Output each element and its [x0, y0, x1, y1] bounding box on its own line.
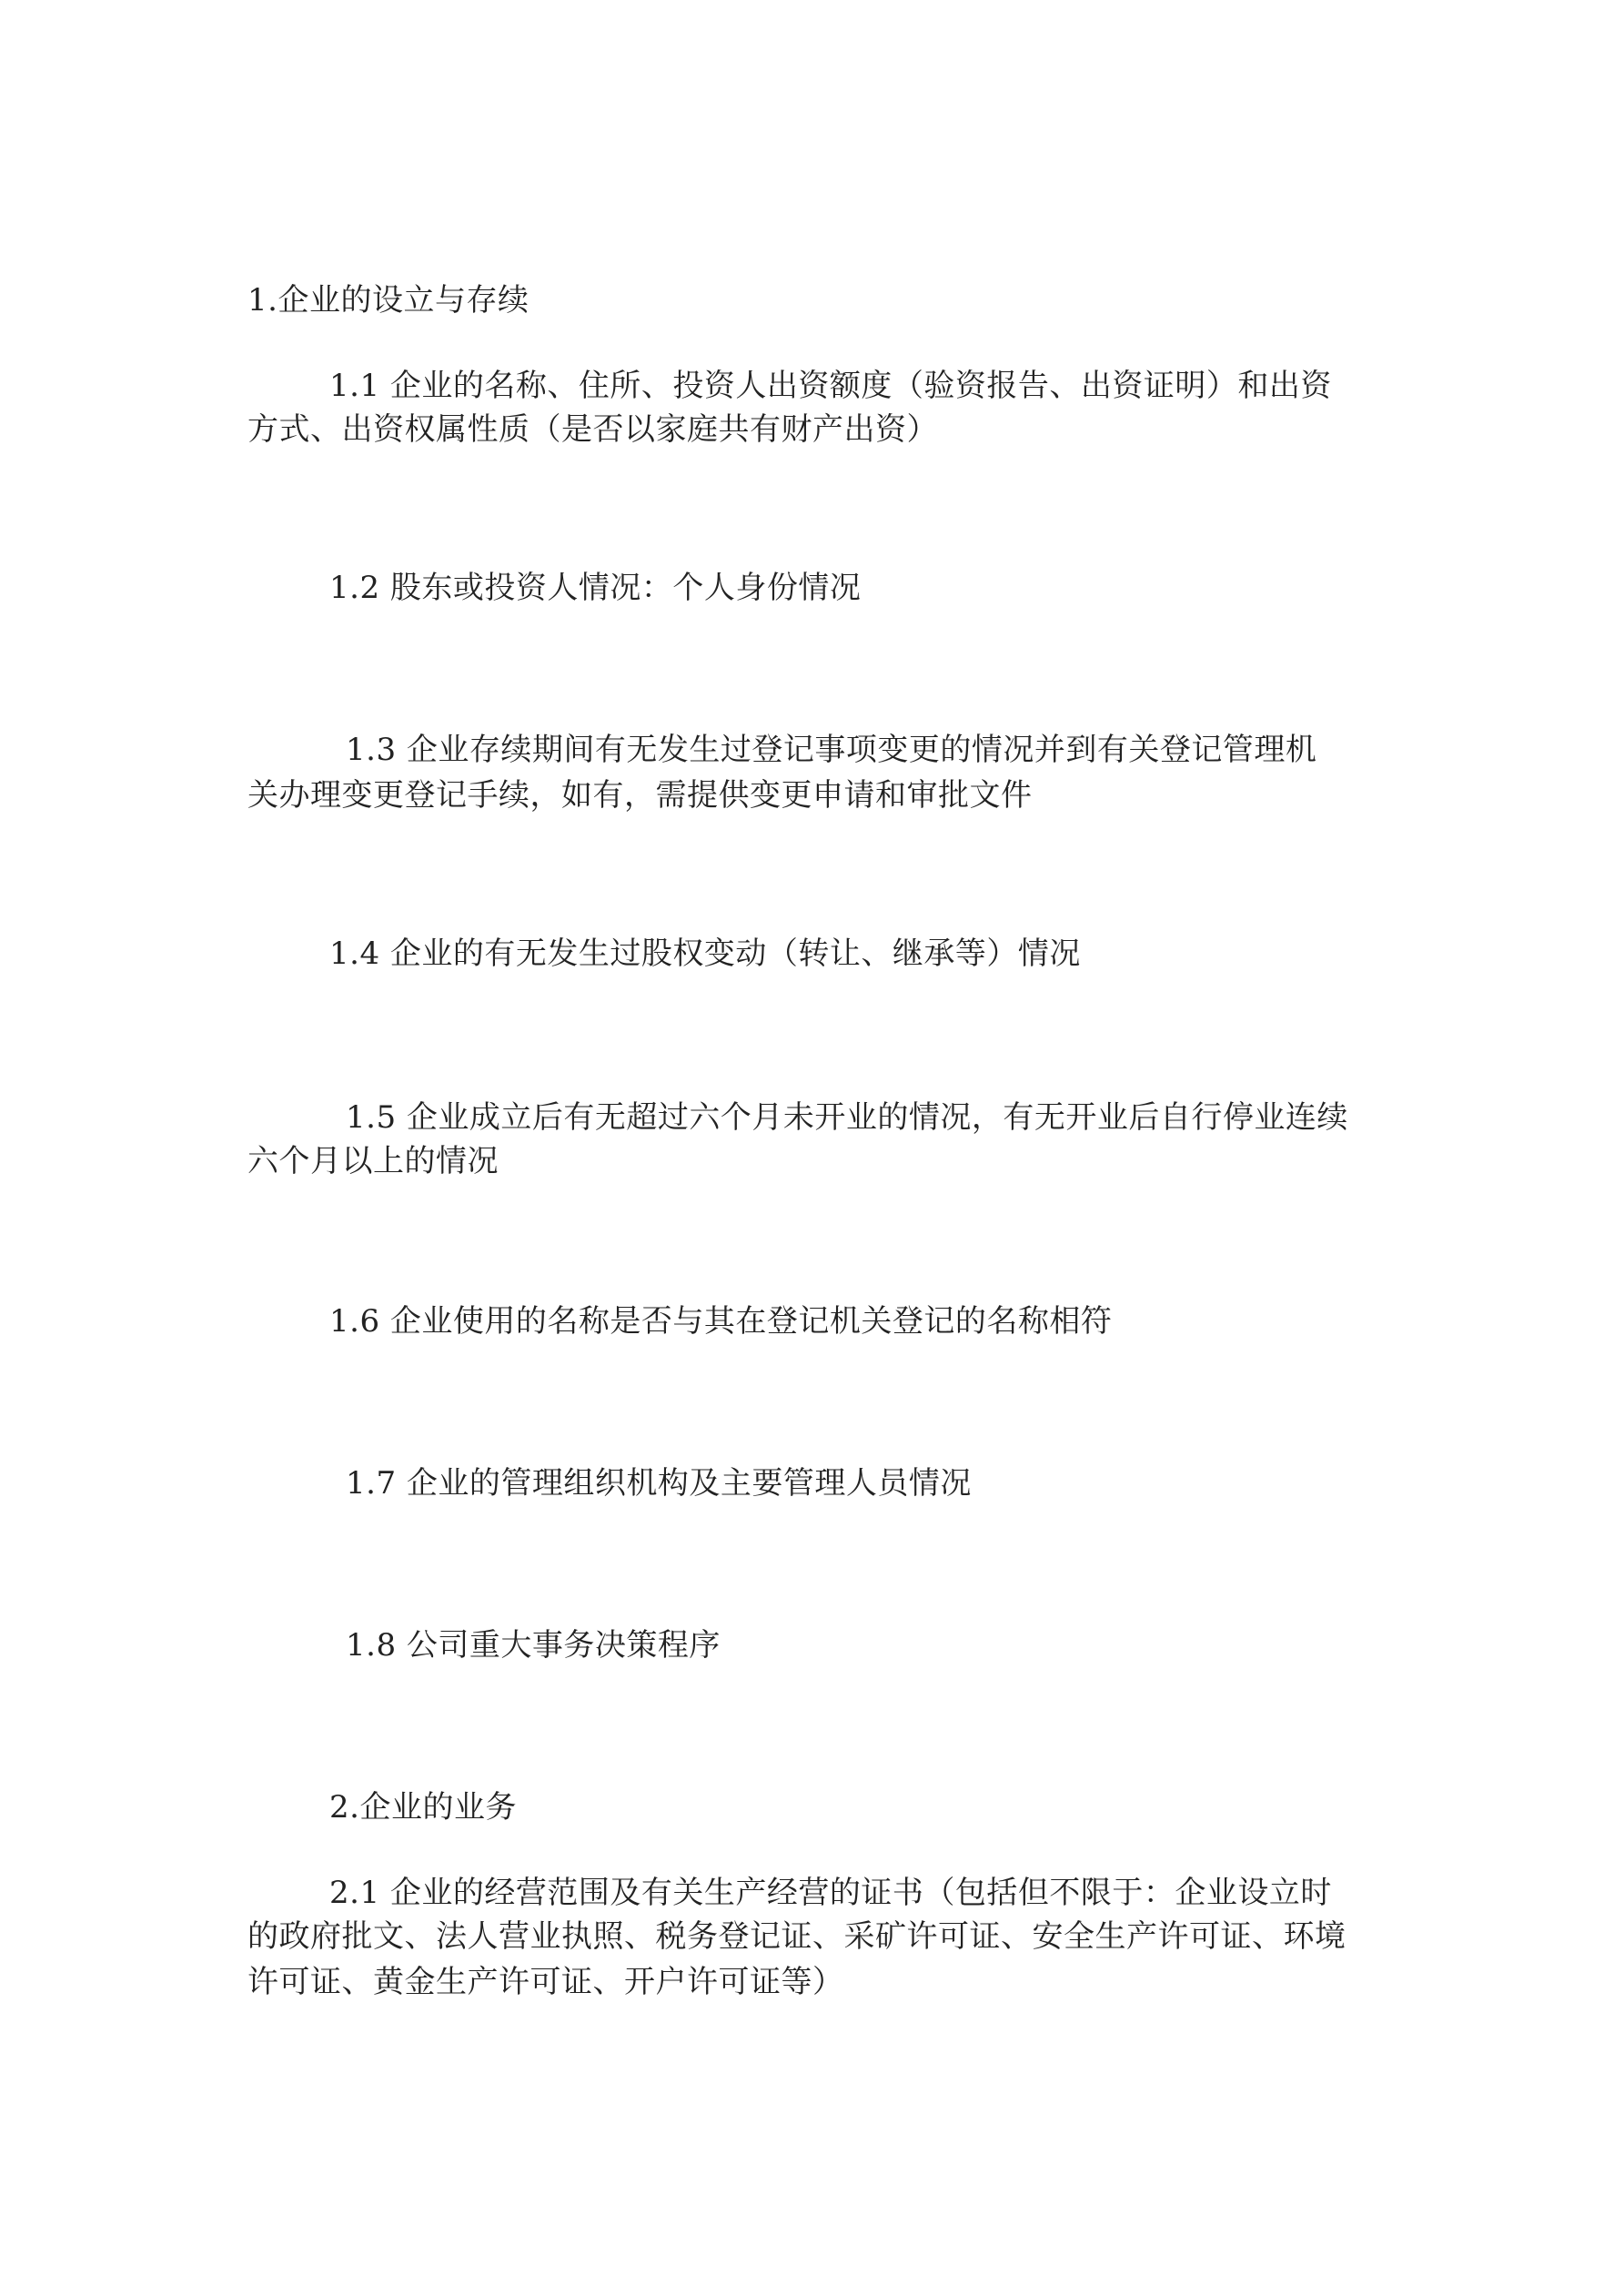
paragraph-line: 的政府批文、法人营业执照、税务登记证、采矿许可证、安全生产许可证、环境 — [247, 1918, 1347, 1955]
section-heading: 2.企业的业务 — [329, 1789, 517, 1826]
paragraph-line: 1.6 企业使用的名称是否与其在登记机关登记的名称相符 — [329, 1303, 1113, 1340]
paragraph-line: 1.1 企业的名称、住所、投资人出资额度（验资报告、出资证明）和出资 — [329, 368, 1332, 404]
paragraph-line: 六个月以上的情况 — [247, 1143, 499, 1179]
paragraph-line: 2.1 企业的经营范围及有关生产经营的证书（包括但不限于：企业设立时 — [329, 1875, 1332, 1911]
paragraph-line: 1.8 公司重大事务决策程序 — [346, 1627, 721, 1664]
section-heading: 1.企业的设立与存续 — [247, 282, 530, 319]
paragraph-line: 1.3 企业存续期间有无发生过登记事项变更的情况并到有关登记管理机 — [346, 732, 1317, 768]
paragraph-line: 关办理变更登记手续，如有，需提供变更申请和审批文件 — [247, 777, 1033, 814]
paragraph-line: 1.7 企业的管理组织机构及主要管理人员情况 — [346, 1465, 972, 1502]
paragraph-line: 1.2 股东或投资人情况：个人身份情况 — [329, 570, 862, 606]
paragraph-line: 1.5 企业成立后有无超过六个月未开业的情况，有无开业后自行停业连续 — [346, 1099, 1348, 1136]
paragraph-line: 1.4 企业的有无发生过股权变动（转让、继承等）情况 — [329, 936, 1081, 972]
paragraph-line: 方式、出资权属性质（是否以家庭共有财产出资） — [247, 411, 938, 448]
paragraph-line: 许可证、黄金生产许可证、开户许可证等） — [247, 1964, 844, 2000]
